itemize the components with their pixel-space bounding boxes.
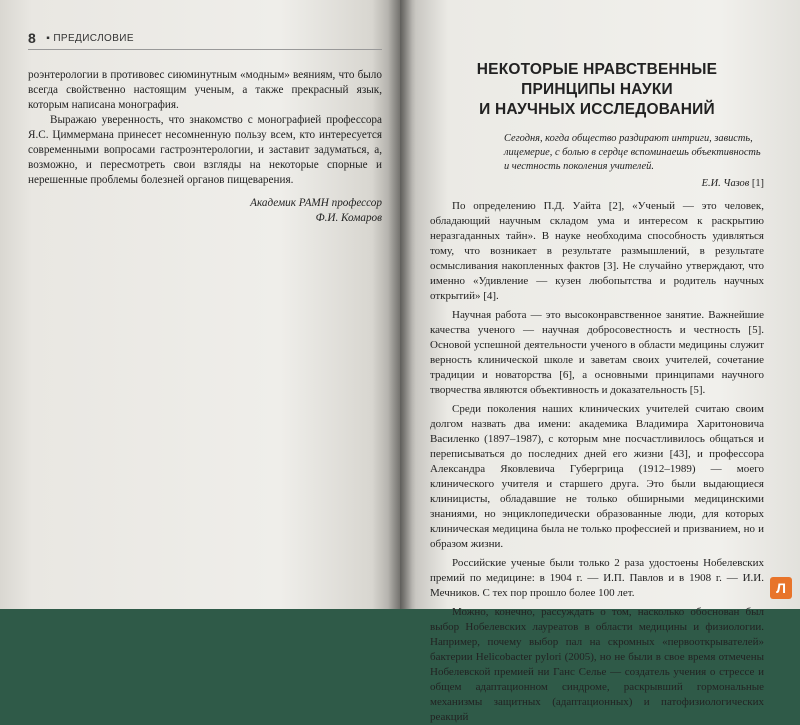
epigraph-reference: [1] (751, 178, 764, 189)
paragraph: Российские ученые были только 2 раза удостоены Нобелевских премий по медицине: в 1904 г. — И.П. Павлов и в 1908 г. — И.И. Мечников. С тех пор прошло более 100 лет. (430, 557, 764, 599)
paragraph: Научная работа — это высоконравственное занятие. Важнейшие качества ученого — научная добросовестность и честность [5]. Основой успешной деятельности ученого в области медицины служит верность клинической школе и заветам своих учителей, сочетание традиции и новаторства [6], а основными принципами научного творчества являются объективность и доказательность [5]. (430, 309, 764, 396)
chapter-title-line2: И НАУЧНЫХ ИССЛЕДОВАНИЙ (479, 101, 715, 118)
gutter-shadow (388, 0, 412, 609)
paragraph: Выражаю уверенность, что знакомство с монографией профессора Я.С. Циммермана принесет несомненную пользу всем, кто интересуется современными вопросами гастроэнтерологии, и заставит задуматься, а, возможно, и пересмотреть свои взгляды на некоторые спорные и нерешенные проблемы болезней органов пищеварения. (28, 114, 382, 186)
section-name: ▪ ПРЕДИСЛОВИЕ (46, 33, 134, 44)
epigraph-author (430, 178, 764, 189)
signature-block (28, 196, 382, 226)
chapter-title-line1: НЕКОТОРЫЕ НРАВСТВЕННЫЕ ПРИНЦИПЫ НАУКИ (476, 61, 718, 98)
epigraph: Сегодня, когда общество раздирают интриги, зависть, лицемерие, с болью в сердце вспоминаешь объективность и честность поколения учителей. (504, 133, 761, 172)
chapter-title (430, 60, 764, 120)
paragraph: роэнтерологии в противовес сиюминутным «модным» веяниям, что было всегда свойственно настоящим ученым, а также прекрасный язык, которым написана монография. (28, 69, 382, 111)
paragraph: Можно, конечно, рассуждать о том, насколько обоснован был выбор Нобелевских лауреатов в области медицины и физиологии. Например, почему выбор пал на скромных «первооткрывателей» бактерии Helicobacter pylori (2005), но не были в свое время отмечены Нобелевской премией ни Ганс Селье — создатель учения о стрессе и общем адаптационном синдроме, раскрывший гормональные механизмы защитных (адаптационных) и патофизиологических реакций (430, 606, 764, 723)
paragraph: По определению П.Д. Уайта [2], «Ученый — это человек, обладающий научным складом ума и интересом к раскрытию неразгаданных тайн». В науке необходима способность удивляться тому, что возникает в результате размышлений, в результате осмысливания накопленных фактов [3]. Не случайно утверждают, что именно «Удивление — кузен любопытства и родитель научных открытий» [4]. (430, 200, 764, 302)
publisher-logo-icon: Л (770, 577, 792, 599)
page-number: 8 (28, 30, 37, 46)
right-page (400, 0, 800, 723)
left-page (0, 0, 400, 609)
paragraph: Среди поколения наших клинических учителей считаю своим долгом назвать два имени: академика Владимира Харитоновича Василенко (1897–1987), с которым мне посчастливилось общаться и переписываться до последних дней его жизни [43], и профессора Александра Яковлевича Губергрица (1912–1989) — моего клинического учителя и старшего друга. Это были выдающиеся клиницисты, обладавшие не только обширными медицинскими знаниями, но энциклопедически образованные люди, для которых клиническая медицина была не только профессией и призванием, но и образом жизни. (430, 403, 764, 550)
epigraph-author-name: Е.И. Чазов (701, 178, 750, 189)
signature-title: Академик РАМН профессор (250, 197, 382, 209)
body-text (430, 199, 764, 725)
running-head (28, 30, 382, 50)
signature-name: Ф.И. Комаров (315, 212, 382, 224)
